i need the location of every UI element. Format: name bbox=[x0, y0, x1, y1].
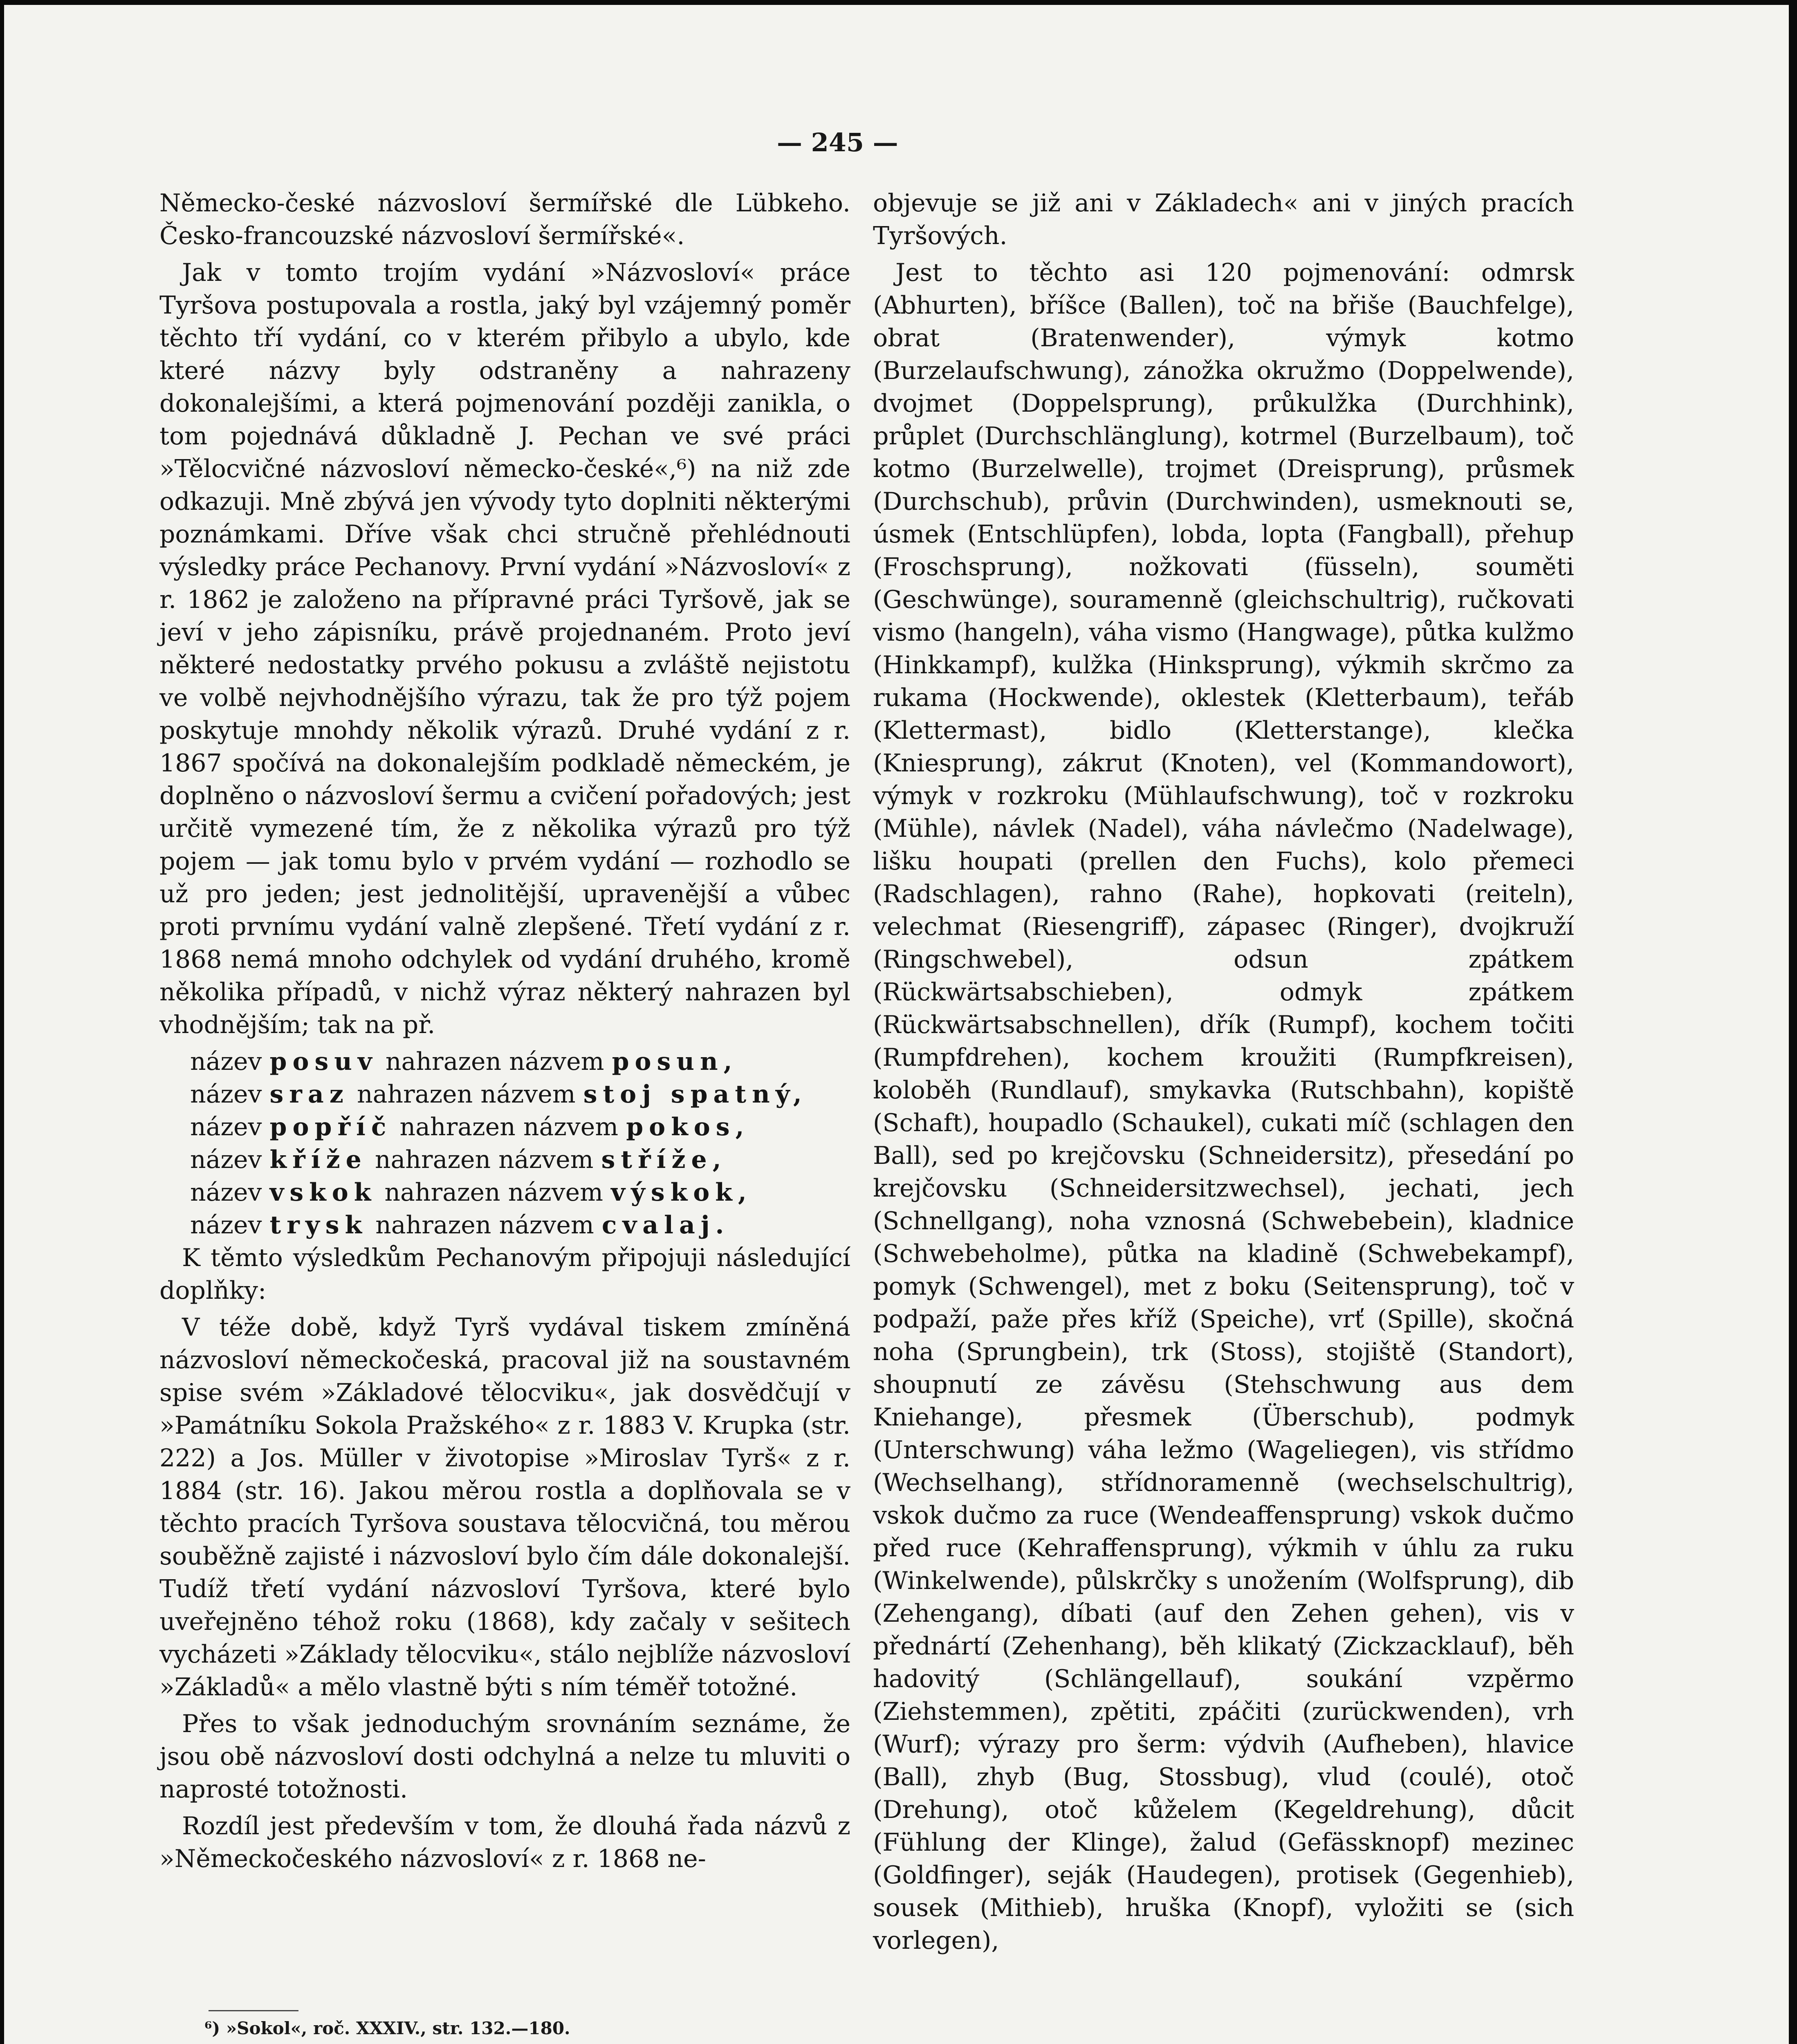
left-paragraph-5: Přes to však jednoduchým srovnáním seznáme, že jsou obě názvosloví dosti odchylná a nelze tu mluviti o naprosté totožnosti. bbox=[159, 1710, 850, 1804]
scanned-page bbox=[4, 5, 1789, 2044]
right-paragraph-1: objevuje se již ani v Základech« ani v jiných pracích Tyršových. bbox=[873, 189, 1574, 250]
replacement-list bbox=[190, 1045, 850, 1242]
footnote: ⁶) »Sokol«, roč. XXXIV., str. 132.—180. bbox=[204, 2018, 570, 2038]
list-item: název posuv nahrazen názvem posun, bbox=[190, 1047, 738, 1076]
list-item: název vskok nahrazen názvem výskok, bbox=[190, 1178, 752, 1207]
footnote-divider bbox=[209, 2010, 298, 2011]
left-paragraph-1: Německo-české názvosloví šermířské dle Lübkeho. Česko-francouzské názvosloví šermířské«. bbox=[159, 189, 850, 250]
list-item: název sraz nahrazen názvem stoj spatný, bbox=[190, 1080, 808, 1109]
left-column bbox=[159, 187, 850, 1879]
list-item: název kříže nahrazen názvem stříže, bbox=[190, 1145, 727, 1174]
left-paragraph-6: Rozdíl jest především v tom, že dlouhá řada názvů z »Německočeského názvosloví« z r. 1868 ne- bbox=[159, 1812, 850, 1873]
list-item: název popříč nahrazen názvem pokos, bbox=[190, 1113, 750, 1141]
left-paragraph-3: K těmto výsledkům Pechanovým připojuji následující doplňky: bbox=[159, 1244, 850, 1305]
list-item: název trysk nahrazen názvem cvalaj. bbox=[190, 1211, 730, 1239]
left-paragraph-2: Jak v tomto trojím vydání »Názvosloví« práce Tyršova postupovala a rostla, jaký byl vzájemný poměr těchto tří vydání, co v kterém přibylo a ubylo, kde které názvy byly odstraněny a nahrazeny dokonalejšími, a která pojmenování později zanikla, o tom pojednává důkladně J. Pechan ve své práci »Tělocvičné názvosloví německo-české«,⁶) na niž zde odkazuji. Mně zbývá jen vývody tyto doplniti některými poznámkami. Dříve však chci stručně přehlédnouti výsledky práce Pechanovy. První vydání »Názvosloví« z r. 1862 je založeno na přípravné práci Tyršově, jak se jeví v jeho zápisníku, právě projednaném. Proto jeví některé nedostatky prvého pokusu a zvláště nejistotu ve volbě nejvhodnějšího výrazu, tak že pro týž pojem poskytuje mnohdy několik výrazů. Druhé vydání z r. 1867 spočívá na dokonalejším podkladě německém, je doplněno o názvosloví šermu a cvičení pořadových; jest určitě vymezené tím, že z několika výrazů pro týž pojem — jak tomu bylo v prvém vydání — rozhodlo se už pro jeden; jest jednolitější, upravenější a vůbec proti prvnímu vydání valně zlepšené. Třetí vydání z r. 1868 nemá mnoho odchylek od vydání druhého, kromě několika případů, v nichž výraz některý nahrazen byl vhodnějším; tak na př. bbox=[159, 258, 850, 1039]
right-column bbox=[873, 187, 1574, 1961]
left-paragraph-4: V téže době, když Tyrš vydával tiskem zmíněná názvosloví německočeská, pracoval již na soustavném spise svém »Základové tělocviku«, jak dosvědčují v »Památníku Sokola Pražského« z r. 1883 V. Krupka (str. 222) a Jos. Müller v životopise »Miroslav Tyrš« z r. 1884 (str. 16). Jakou měrou rostla a doplňovala se v těchto pracích Tyršova soustava tělocvičná, tou měrou souběžně zajisté i názvosloví bylo čím dále dokonalejší. Tudíž třetí vydání názvosloví Tyršova, které bylo uveřejněno téhož roku (1868), kdy začaly v sešitech vycházeti »Základy tělocviku«, stálo nejblíže názvosloví »Základů« a mělo vlastně býti s ním téměř totožné. bbox=[159, 1313, 850, 1701]
right-paragraph-2: Jest to těchto asi 120 pojmenování: odmrsk (Abhurten), bříšce (Ballen), toč na břiše (Bauchfelge), obrat (Bratenwender), výmyk kotmo (Burzelaufschwung), zánožka okružmo (Doppelwende), dvojmet (Doppelsprung), průkulžka (Durchhink), průplet (Durchschlänglung), kotrmel (Burzelbaum), toč kotmo (Burzelwelle), trojmet (Dreisprung), průsmek (Durchschub), průvin (Durchwinden), usmeknouti se, úsmek (Entschlüpfen), lobda, lopta (Fangball), přehup (Froschsprung), nožkovati (füsseln), souměti (Geschwünge), souramenně (gleichschultrig), ručkovati vismo (hangeln), váha vismo (Hangwage), půtka kulžmo (Hinkkampf), kulžka (Hinksprung), výkmih skrčmo za rukama (Hockwende), oklestek (Kletterbaum), teřáb (Klettermast), bidlo (Kletterstange), klečka (Kniesprung), zákrut (Knoten), vel (Kommandowort), výmyk v rozkroku (Mühlaufschwung), toč v rozkroku (Mühle), návlek (Nadel), váha návlečmo (Nadelwage), lišku houpati (prellen den Fuchs), kolo přemeci (Radschlagen), rahno (Rahe), hopkovati (reiteln), velechmat (Riesengriff), zápasec (Ringer), dvojkruží (Ringschwebel), odsun zpátkem (Rückwärtsabschieben), odmyk zpátkem (Rückwärtsabschnellen), dřík (Rumpf), kochem točiti (Rumpfdrehen), kochem kroužiti (Rumpfkreisen), koloběh (Rundlauf), smykavka (Rutschbahn), kopiště (Schaft), houpadlo (Schaukel), cukati míč (schlagen den Ball), sed po krejčovsku (Schneidersitz), přesedání po krejčovsku (Schneidersitzwechsel), jechati, jech (Schnellgang), noha vznosná (Schwebebein), kladnice (Schwebeholme), půtka na kladině (Schwebekampf), pomyk (Schwengel), met z boku (Seitensprung), toč v podpaží, paže přes kříž (Speiche), vrť (Spille), skočná noha (Sprungbein), trk (Stoss), stojiště (Standort), shoupnutí ze závěsu (Stehschwung aus dem Kniehange), přesmek (Überschub), podmyk (Unterschwung) váha ležmo (Wageliegen), vis střídmo (Wechselhang), střídnoramenně (wechselschultrig), vskok dučmo za ruce (Wendeaffensprung) vskok dučmo před ruce (Kehraffensprung), výkmih v úhlu za ruku (Winkelwende), půlskrčky s unožením (Wolfsprung), dib (Zehengang), díbati (auf den Zehen gehen), vis v přednártí (Zehenhang), běh klikatý (Zickzacklauf), běh hadovitý (Schlängellauf), soukání vzpěrmo (Ziehstemmen), zpětiti, zpáčiti (zurückwenden), vrh (Wurf); výrazy pro šerm: výdvih (Aufheben), hlavice (Ball), zhyb (Bug, Stossbug), vlud (coulé), otoč (Drehung), otoč kůželem (Kegeldrehung), důcit (Fühlung der Klinge), žalud (Gefässknopf) mezinec (Goldfinger), seják (Haudegen), protisek (Gegenhieb), sousek (Mithieb), hruška (Knopf), vyložiti se (sich vorlegen), bbox=[873, 258, 1574, 1955]
page-number: — 245 — bbox=[777, 128, 898, 157]
